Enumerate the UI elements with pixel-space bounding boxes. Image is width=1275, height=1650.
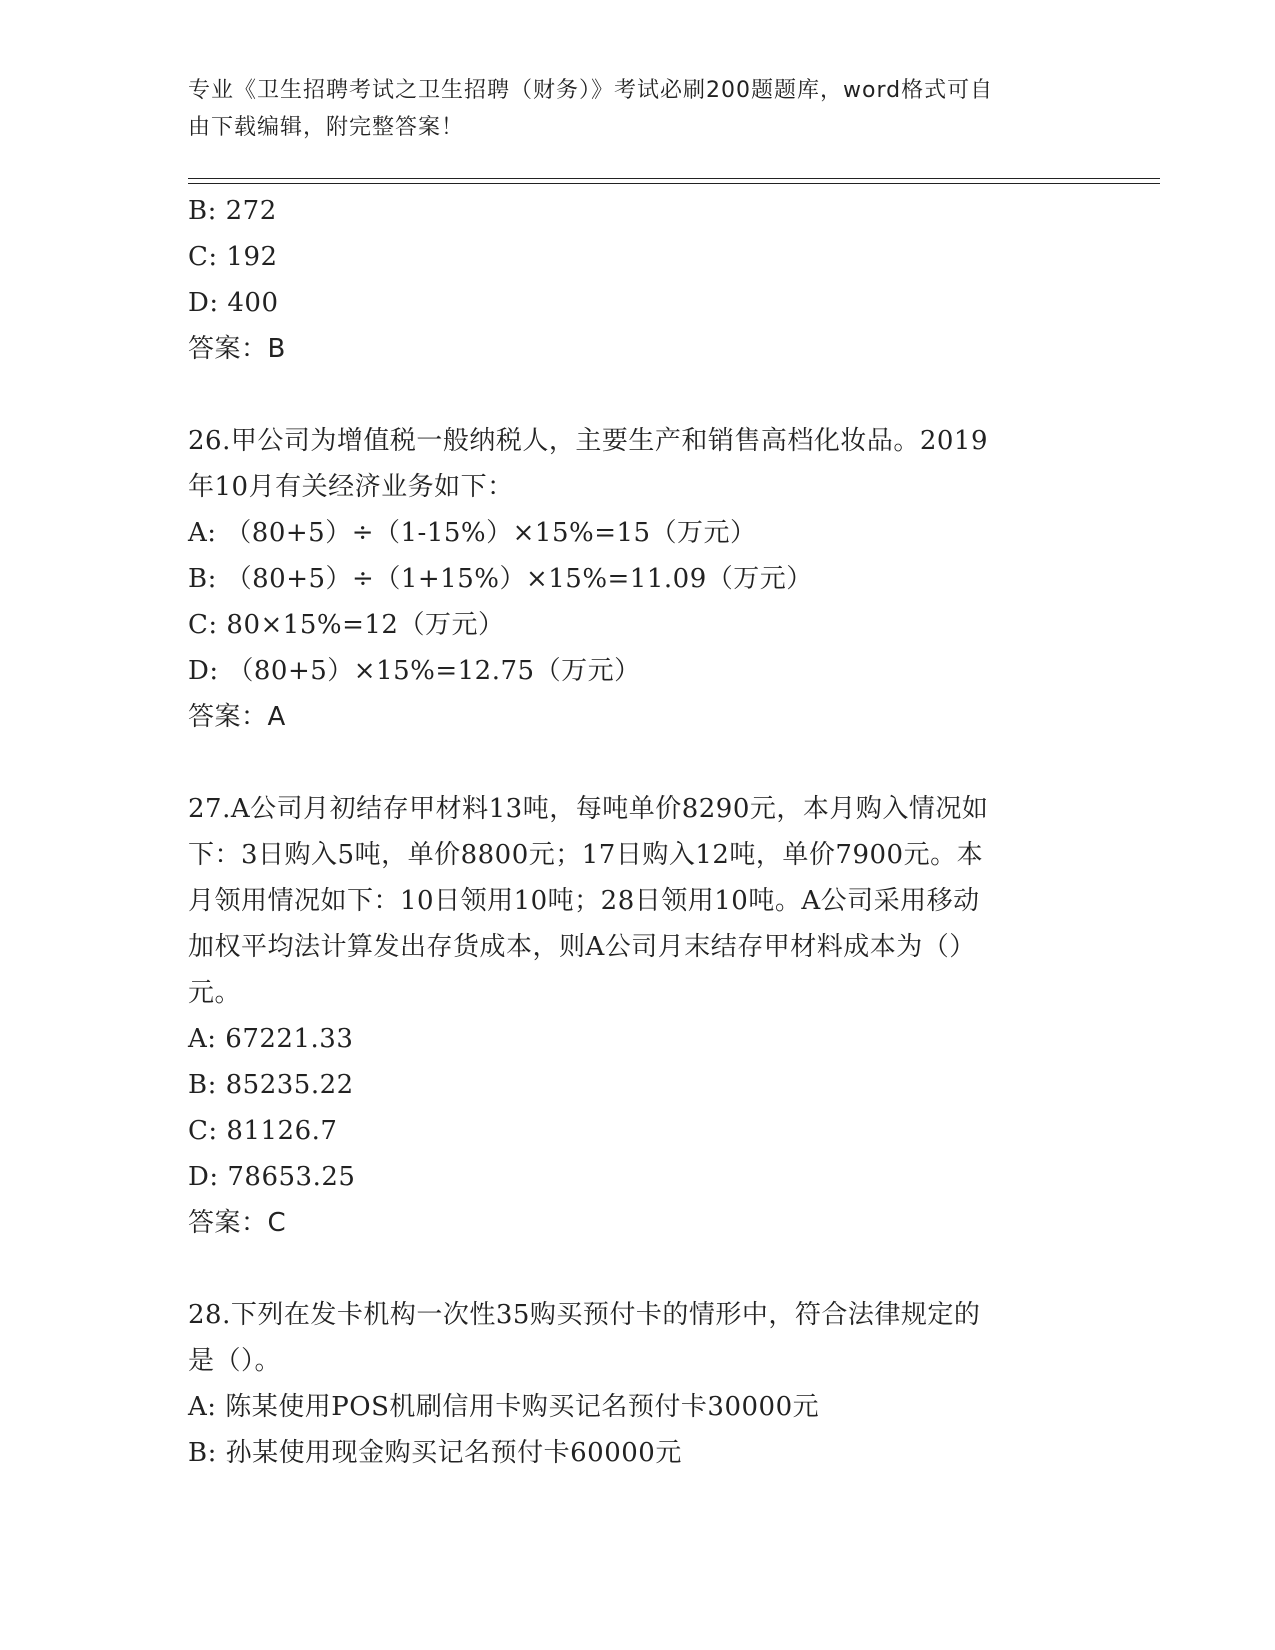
option-d: D: 78653.25 [188, 1162, 356, 1192]
question-text-line: 27.A公司月初结存甲材料13吨，每吨单价8290元，本月购入情况如 [188, 794, 989, 824]
answer: 答案：B [188, 334, 286, 364]
question-26 [188, 418, 1088, 740]
question-list [188, 188, 1088, 1476]
option-c: C: 80×15%=12（万元） [188, 610, 505, 640]
question-text-line: 下：3日购入5吨，单价8800元；17日购入12吨，单价7900元。本 [188, 840, 984, 870]
option-a: A: 67221.33 [188, 1024, 354, 1054]
question-25-tail [188, 188, 1088, 372]
question-text-line: 加权平均法计算发出存货成本，则A公司月末结存甲材料成本为（） [188, 932, 976, 962]
option-d: D: 400 [188, 288, 279, 318]
question-text-line: 年10月有关经济业务如下： [188, 472, 514, 502]
question-text-line: 元。 [188, 978, 242, 1008]
question-text-line: 28.下列在发卡机构一次性35购买预付卡的情形中，符合法律规定的 [188, 1300, 981, 1330]
answer: 答案：C [188, 1208, 287, 1238]
header-line-1: 专业《卫生招聘考试之卫生招聘（财务）》考试必刷200题题库，word格式可自 [188, 78, 994, 103]
question-text-line: 是（）。 [188, 1346, 282, 1376]
option-d: D: （80+5）×15%=12.75（万元） [188, 656, 641, 686]
spacer [188, 740, 1088, 786]
spacer [188, 1246, 1088, 1292]
option-b: B: 85235.22 [188, 1070, 354, 1100]
spacer [188, 372, 1088, 418]
question-27 [188, 786, 1088, 1246]
option-b: B: 272 [188, 196, 277, 226]
header-line-2: 由下载编辑，附完整答案！ [188, 115, 465, 140]
option-c: C: 81126.7 [188, 1116, 338, 1146]
header-divider-top [188, 178, 1160, 179]
option-b: B: （80+5）÷（1+15%）×15%=11.09（万元） [188, 564, 813, 594]
question-text-line: 26.甲公司为增值税一般纳税人，主要生产和销售高档化妆品。2019 [188, 426, 989, 456]
question-text-line: 月领用情况如下：10日领用10吨；28日领用10吨。A公司采用移动 [188, 886, 980, 916]
question-28 [188, 1292, 1088, 1476]
option-a: A: （80+5）÷（1-15%）×15%=15（万元） [188, 518, 757, 548]
option-a: A: 陈某使用POS机刷信用卡购买记名预付卡30000元 [188, 1392, 820, 1422]
option-b: B: 孙某使用现金购买记名预付卡60000元 [188, 1438, 682, 1468]
answer: 答案：A [188, 702, 286, 732]
document-header [188, 72, 1068, 146]
option-c: C: 192 [188, 242, 278, 272]
header-divider-bottom [188, 183, 1160, 184]
